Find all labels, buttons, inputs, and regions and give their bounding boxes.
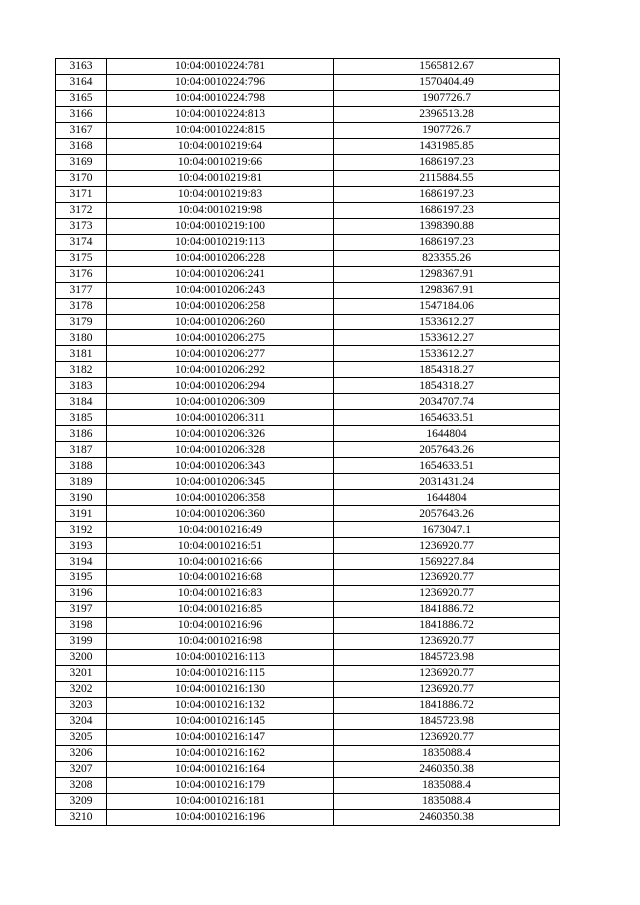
table-row [56, 298, 560, 314]
cadastral-number-cell: 10:04:0010206:343 [107, 458, 334, 474]
amount-cell: 1841886.72 [334, 601, 560, 617]
table-row [56, 122, 560, 138]
amount-cell: 1570404.49 [334, 74, 560, 90]
amount-cell: 1854318.27 [334, 378, 560, 394]
table-row [56, 745, 560, 761]
row-number-cell: 3168 [56, 138, 107, 154]
row-number-cell: 3186 [56, 426, 107, 442]
cadastral-number-cell: 10:04:0010216:164 [107, 761, 334, 777]
table-row [56, 442, 560, 458]
cadastral-number-cell: 10:04:0010216:49 [107, 522, 334, 538]
cadastral-number-cell: 10:04:0010216:162 [107, 745, 334, 761]
amount-cell: 1533612.27 [334, 314, 560, 330]
row-number-cell: 3205 [56, 729, 107, 745]
row-number-cell: 3174 [56, 234, 107, 250]
cadastral-number-cell: 10:04:0010206:258 [107, 298, 334, 314]
amount-cell: 1644804 [334, 426, 560, 442]
row-number-cell: 3183 [56, 378, 107, 394]
table-row [56, 186, 560, 202]
row-number-cell: 3193 [56, 538, 107, 554]
row-number-cell: 3203 [56, 697, 107, 713]
table-row [56, 554, 560, 570]
amount-cell: 1547184.06 [334, 298, 560, 314]
row-number-cell: 3204 [56, 713, 107, 729]
row-number-cell: 3178 [56, 298, 107, 314]
row-number-cell: 3164 [56, 74, 107, 90]
table-row [56, 362, 560, 378]
cadastral-number-cell: 10:04:0010206:241 [107, 266, 334, 282]
amount-cell: 1686197.23 [334, 234, 560, 250]
cadastral-number-cell: 10:04:0010219:83 [107, 186, 334, 202]
table-row [56, 585, 560, 601]
amount-cell: 2115884.55 [334, 170, 560, 186]
amount-cell: 1644804 [334, 490, 560, 506]
amount-cell: 1654633.51 [334, 458, 560, 474]
row-number-cell: 3209 [56, 793, 107, 809]
amount-cell: 1298367.91 [334, 282, 560, 298]
amount-cell: 1236920.77 [334, 665, 560, 681]
row-number-cell: 3190 [56, 490, 107, 506]
cadastral-number-cell: 10:04:0010206:292 [107, 362, 334, 378]
table-row [56, 106, 560, 122]
table-row [56, 90, 560, 106]
amount-cell: 2057643.26 [334, 506, 560, 522]
cadastral-number-cell: 10:04:0010224:813 [107, 106, 334, 122]
table-row [56, 697, 560, 713]
cadastral-number-cell: 10:04:0010219:81 [107, 170, 334, 186]
amount-cell: 1686197.23 [334, 202, 560, 218]
cadastral-number-cell: 10:04:0010224:796 [107, 74, 334, 90]
cadastral-number-cell: 10:04:0010224:781 [107, 59, 334, 75]
table-row [56, 378, 560, 394]
cadastral-number-cell: 10:04:0010224:815 [107, 122, 334, 138]
amount-cell: 1907726.7 [334, 122, 560, 138]
table-row [56, 681, 560, 697]
table-row [56, 154, 560, 170]
amount-cell: 1236920.77 [334, 681, 560, 697]
cadastral-number-cell: 10:04:0010206:260 [107, 314, 334, 330]
amount-cell: 1845723.98 [334, 649, 560, 665]
table-row [56, 570, 560, 586]
cadastral-number-cell: 10:04:0010224:798 [107, 90, 334, 106]
table-row [56, 458, 560, 474]
row-number-cell: 3184 [56, 394, 107, 410]
amount-cell: 1835088.4 [334, 777, 560, 793]
table-row [56, 729, 560, 745]
table-row [56, 601, 560, 617]
table-row [56, 474, 560, 490]
row-number-cell: 3188 [56, 458, 107, 474]
amount-cell: 1398390.88 [334, 218, 560, 234]
row-number-cell: 3187 [56, 442, 107, 458]
amount-cell: 1533612.27 [334, 330, 560, 346]
table-row [56, 74, 560, 90]
table-row [56, 713, 560, 729]
row-number-cell: 3171 [56, 186, 107, 202]
row-number-cell: 3195 [56, 570, 107, 586]
amount-cell: 1533612.27 [334, 346, 560, 362]
table-row [56, 314, 560, 330]
row-number-cell: 3210 [56, 809, 107, 825]
amount-cell: 1673047.1 [334, 522, 560, 538]
row-number-cell: 3199 [56, 633, 107, 649]
table-row [56, 282, 560, 298]
row-number-cell: 3165 [56, 90, 107, 106]
amount-cell: 2031431.24 [334, 474, 560, 490]
cadastral-number-cell: 10:04:0010216:83 [107, 585, 334, 601]
cadastral-number-cell: 10:04:0010216:147 [107, 729, 334, 745]
cadastral-number-cell: 10:04:0010219:64 [107, 138, 334, 154]
table-row [56, 410, 560, 426]
amount-cell: 1841886.72 [334, 697, 560, 713]
amount-cell: 1565812.67 [334, 59, 560, 75]
cadastral-number-cell: 10:04:0010219:66 [107, 154, 334, 170]
cadastral-number-cell: 10:04:0010219:113 [107, 234, 334, 250]
cadastral-number-cell: 10:04:0010206:277 [107, 346, 334, 362]
cadastral-number-cell: 10:04:0010219:98 [107, 202, 334, 218]
cadastral-number-cell: 10:04:0010216:98 [107, 633, 334, 649]
table-row [56, 250, 560, 266]
cadastral-number-cell: 10:04:0010206:309 [107, 394, 334, 410]
amount-cell: 1686197.23 [334, 186, 560, 202]
row-number-cell: 3208 [56, 777, 107, 793]
cadastral-number-cell: 10:04:0010206:243 [107, 282, 334, 298]
amount-cell: 2460350.38 [334, 761, 560, 777]
table-row [56, 59, 560, 75]
cadastral-number-cell: 10:04:0010206:228 [107, 250, 334, 266]
row-number-cell: 3182 [56, 362, 107, 378]
row-number-cell: 3189 [56, 474, 107, 490]
amount-cell: 1835088.4 [334, 793, 560, 809]
cadastral-number-cell: 10:04:0010206:275 [107, 330, 334, 346]
amount-cell: 1845723.98 [334, 713, 560, 729]
table-row [56, 218, 560, 234]
amount-cell: 1236920.77 [334, 585, 560, 601]
table-row [56, 617, 560, 633]
table-row [56, 266, 560, 282]
row-number-cell: 3169 [56, 154, 107, 170]
cadastral-number-cell: 10:04:0010219:100 [107, 218, 334, 234]
amount-cell: 1835088.4 [334, 745, 560, 761]
row-number-cell: 3167 [56, 122, 107, 138]
row-number-cell: 3181 [56, 346, 107, 362]
cadastral-number-cell: 10:04:0010206:328 [107, 442, 334, 458]
amount-cell: 1298367.91 [334, 266, 560, 282]
table-row [56, 538, 560, 554]
table-row [56, 394, 560, 410]
amount-cell: 1569227.84 [334, 554, 560, 570]
table-row [56, 330, 560, 346]
row-number-cell: 3173 [56, 218, 107, 234]
row-number-cell: 3170 [56, 170, 107, 186]
amount-cell: 1907726.7 [334, 90, 560, 106]
table-row [56, 522, 560, 538]
row-number-cell: 3192 [56, 522, 107, 538]
row-number-cell: 3163 [56, 59, 107, 75]
table-row [56, 665, 560, 681]
row-number-cell: 3175 [56, 250, 107, 266]
amount-cell: 2034707.74 [334, 394, 560, 410]
cadastral-number-cell: 10:04:0010216:132 [107, 697, 334, 713]
row-number-cell: 3176 [56, 266, 107, 282]
row-number-cell: 3200 [56, 649, 107, 665]
row-number-cell: 3207 [56, 761, 107, 777]
row-number-cell: 3185 [56, 410, 107, 426]
cadastral-number-cell: 10:04:0010216:51 [107, 538, 334, 554]
cadastral-number-cell: 10:04:0010216:68 [107, 570, 334, 586]
table-row [56, 426, 560, 442]
table-row [56, 809, 560, 825]
cadastral-number-cell: 10:04:0010216:179 [107, 777, 334, 793]
cadastral-number-cell: 10:04:0010206:294 [107, 378, 334, 394]
amount-cell: 1236920.77 [334, 633, 560, 649]
table-row [56, 202, 560, 218]
amount-cell: 1854318.27 [334, 362, 560, 378]
cadastral-number-cell: 10:04:0010206:311 [107, 410, 334, 426]
cadastral-number-cell: 10:04:0010206:345 [107, 474, 334, 490]
amount-cell: 1654633.51 [334, 410, 560, 426]
row-number-cell: 3194 [56, 554, 107, 570]
row-number-cell: 3172 [56, 202, 107, 218]
cadastral-number-cell: 10:04:0010216:85 [107, 601, 334, 617]
cadastral-number-cell: 10:04:0010206:326 [107, 426, 334, 442]
amount-cell: 2460350.38 [334, 809, 560, 825]
table-row [56, 777, 560, 793]
table-row [56, 761, 560, 777]
table-row [56, 346, 560, 362]
table-row [56, 170, 560, 186]
table-body [56, 59, 560, 826]
amount-cell: 1431985.85 [334, 138, 560, 154]
row-number-cell: 3166 [56, 106, 107, 122]
data-table [55, 58, 560, 826]
amount-cell: 2396513.28 [334, 106, 560, 122]
amount-cell: 1841886.72 [334, 617, 560, 633]
row-number-cell: 3202 [56, 681, 107, 697]
amount-cell: 1236920.77 [334, 538, 560, 554]
row-number-cell: 3191 [56, 506, 107, 522]
amount-cell: 1686197.23 [334, 154, 560, 170]
row-number-cell: 3196 [56, 585, 107, 601]
table-row [56, 793, 560, 809]
table-row [56, 506, 560, 522]
row-number-cell: 3179 [56, 314, 107, 330]
cadastral-number-cell: 10:04:0010206:358 [107, 490, 334, 506]
table-row [56, 490, 560, 506]
table-row [56, 138, 560, 154]
cadastral-number-cell: 10:04:0010216:130 [107, 681, 334, 697]
row-number-cell: 3206 [56, 745, 107, 761]
table-row [56, 234, 560, 250]
amount-cell: 2057643.26 [334, 442, 560, 458]
cadastral-number-cell: 10:04:0010216:66 [107, 554, 334, 570]
cadastral-number-cell: 10:04:0010216:181 [107, 793, 334, 809]
row-number-cell: 3197 [56, 601, 107, 617]
row-number-cell: 3201 [56, 665, 107, 681]
cadastral-number-cell: 10:04:0010216:115 [107, 665, 334, 681]
cadastral-number-cell: 10:04:0010216:196 [107, 809, 334, 825]
row-number-cell: 3177 [56, 282, 107, 298]
amount-cell: 823355.26 [334, 250, 560, 266]
row-number-cell: 3180 [56, 330, 107, 346]
amount-cell: 1236920.77 [334, 570, 560, 586]
cadastral-number-cell: 10:04:0010216:145 [107, 713, 334, 729]
table-row [56, 649, 560, 665]
cadastral-number-cell: 10:04:0010216:96 [107, 617, 334, 633]
amount-cell: 1236920.77 [334, 729, 560, 745]
row-number-cell: 3198 [56, 617, 107, 633]
cadastral-number-cell: 10:04:0010206:360 [107, 506, 334, 522]
table-row [56, 633, 560, 649]
cadastral-number-cell: 10:04:0010216:113 [107, 649, 334, 665]
